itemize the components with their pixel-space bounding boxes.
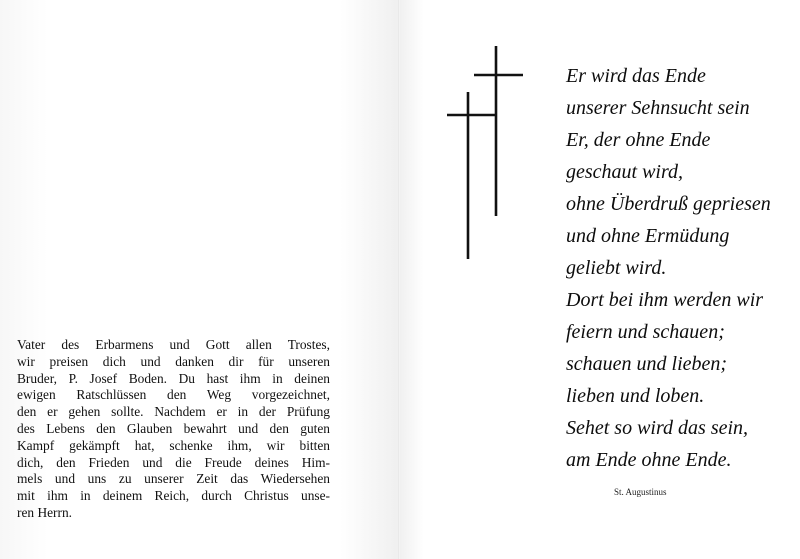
- prayer-line: Bruder, P. Josef Boden. Du hast ihm in deinen: [17, 370, 330, 386]
- poem-line: geliebt wird.: [566, 257, 667, 279]
- prayer-line: ren Herrn.: [17, 504, 73, 520]
- poem-line: feiern und schauen;: [566, 321, 725, 343]
- poem-line: unserer Sehnsucht sein: [566, 97, 750, 119]
- prayer-line: ewigen Ratschlüssen den Weg vorgezeichnet,: [17, 387, 330, 403]
- prayer-line: des Lebens den Glauben bewahrt und den guten: [17, 420, 330, 436]
- poem-line: und ohne Ermüdung: [566, 225, 730, 247]
- poem-line: Dort bei ihm werden wir: [566, 289, 764, 311]
- poem-line: am Ende ohne Ende.: [566, 449, 732, 471]
- double-cross-icon: [446, 46, 528, 266]
- poem: [566, 60, 771, 476]
- poem-line: schauen und lieben;: [566, 353, 728, 375]
- poem-line: Er, der ohne Ende: [566, 129, 711, 151]
- prayer-line: Vater des Erbarmens und Gott allen Trostes,: [17, 337, 330, 352]
- prayer-line: mels und uns zu unserer Zeit das Wiedersehen: [17, 471, 330, 487]
- poem-line: lieben und loben.: [566, 385, 705, 407]
- prayer-line: wir preisen dich und danken dir für unseren: [17, 353, 330, 369]
- poem-line: ohne Überdruß gepriesen: [566, 193, 771, 215]
- prayer-line: den er gehen sollte. Nachdem er in der Prüfung: [17, 404, 330, 420]
- prayer-text: [17, 337, 330, 522]
- prayer-line: mit ihm in deinem Reich, durch Christus unse-: [17, 488, 330, 504]
- prayer-line: dich, den Frieden und die Freude deines Him-: [17, 454, 330, 470]
- poem-line: Er wird das Ende: [566, 65, 706, 87]
- prayer-line: Kampf gekämpft hat, schenke ihm, wir bitten: [17, 437, 330, 453]
- poem-line: geschaut wird,: [566, 161, 684, 183]
- poem-line: Sehet so wird das sein,: [566, 417, 749, 439]
- poem-attribution: St. Augustinus: [614, 487, 667, 497]
